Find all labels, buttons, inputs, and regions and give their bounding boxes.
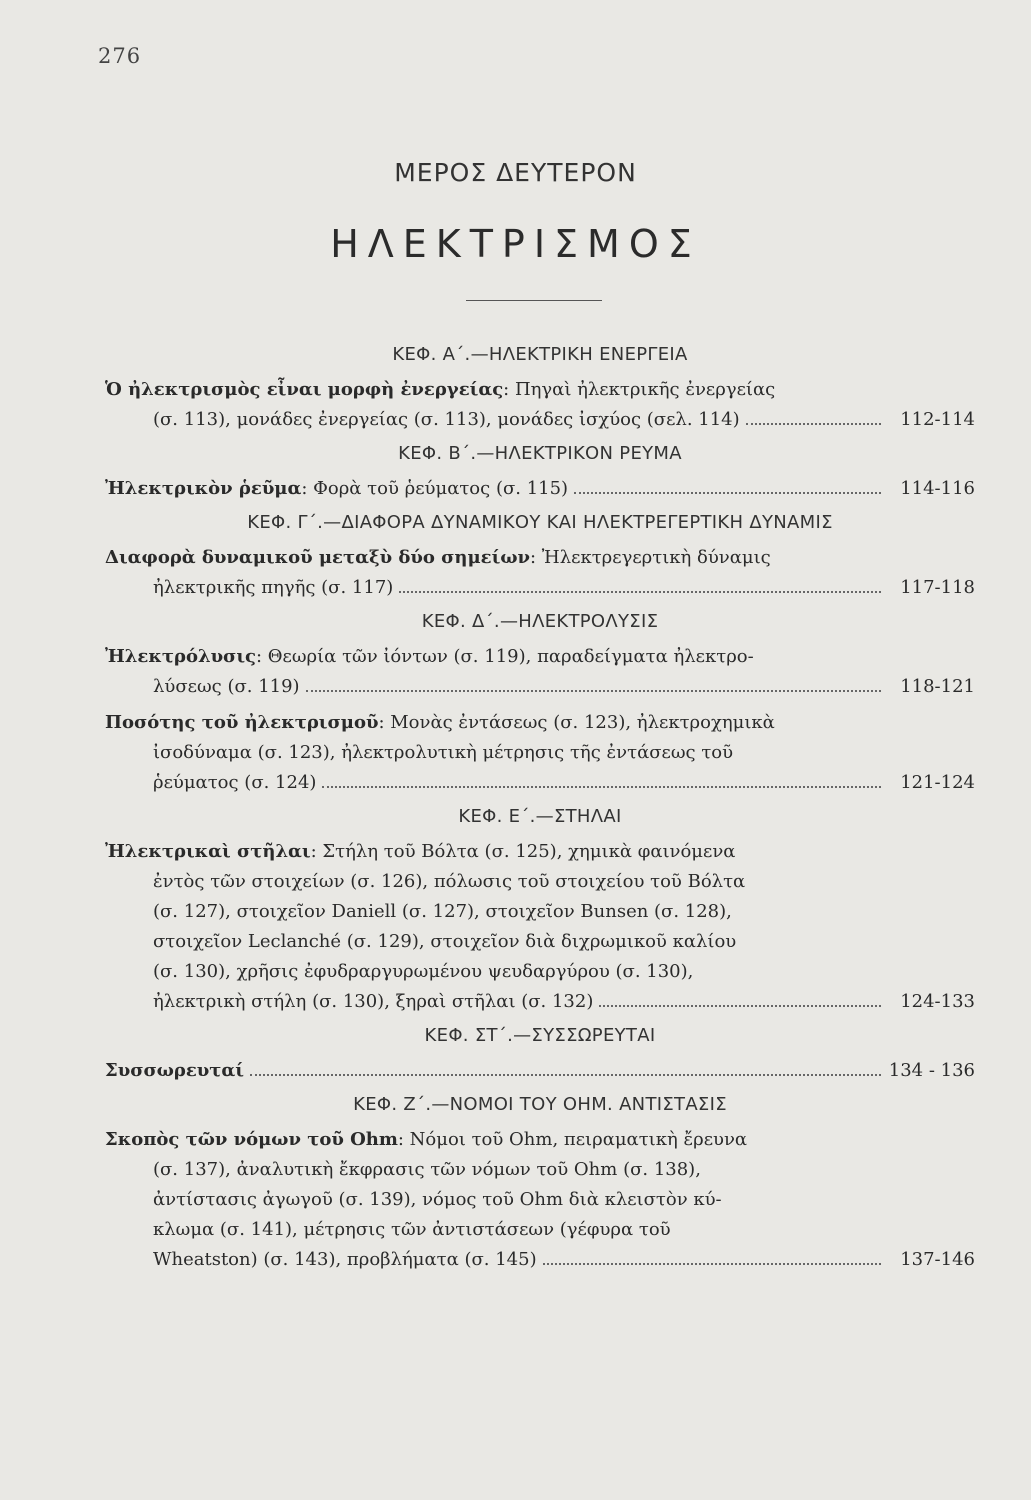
entry-text: ἰσοδύναμα (σ. 123), ἠλεκτρολυτικὴ μέτρησις τῆς ἐντάσεως τοῦ — [153, 742, 734, 763]
chapter-heading: ΚΕΦ. Ζ΄.—ΝΟΜΟΙ ΤΟΥ ΟΗΜ. ΑΝΤΙΣΤΑΣΙΣ — [353, 1094, 727, 1115]
entry-text: : Θεωρία τῶν ἰόντων (σ. 119), παραδείγματα ἠλεκτρο- — [256, 646, 754, 667]
entry-text: : Νόμοι τοῦ Ohm, πειραματικὴ ἔρευνα — [397, 1129, 748, 1150]
entry-title: Ἠλεκτρικὸν ῥεῦμα — [105, 478, 302, 499]
page-range: 134 - 136 — [888, 1060, 975, 1081]
chapter-heading: ΚΕΦ. Β΄.—ΗΛΕΚΤΡΙΚΟΝ ΡΕΥΜΑ — [398, 443, 682, 464]
entry-text: (σ. 130), χρῆσις ἐφυδραργυρωμένου ψευδαργύρου (σ. 130), — [153, 961, 694, 982]
entry-text: λύσεως (σ. 119) — [153, 676, 300, 697]
page-range: 118-121 — [900, 676, 975, 697]
toc-entry — [105, 543, 975, 603]
toc-entry — [105, 474, 975, 504]
title-divider — [466, 300, 602, 301]
entry-text: ῥεύματος (σ. 124) — [153, 772, 317, 793]
entry-line — [105, 1245, 975, 1275]
entry-line — [105, 1125, 975, 1155]
dot-leader — [306, 690, 881, 692]
dot-leader — [543, 1263, 881, 1265]
entry-text: (σ. 127), στοιχεῖον Daniell (σ. 127), στοιχεῖον Bunsen (σ. 128), — [153, 901, 732, 922]
entry-title: Σκοπὸς τῶν νόμων τοῦ Ohm — [105, 1129, 398, 1150]
entry-text: (σ. 113), μονάδες ἐνεργείας (σ. 113), μονάδες ἰσχύος (σελ. 114) — [153, 409, 740, 430]
entry-text: ἀντίστασις ἀγωγοῦ (σ. 139), νόμος τοῦ Ohm διὰ κλειστὸν κύ- — [153, 1189, 722, 1210]
entry-line — [105, 1185, 975, 1215]
entry-line — [105, 927, 975, 957]
entry-text: κλωμα (σ. 141), μέτρησις τῶν ἀντιστάσεων (γέφυρα τοῦ — [153, 1219, 671, 1240]
entry-line — [105, 474, 975, 504]
dot-leader — [599, 1005, 881, 1007]
entry-line — [105, 543, 975, 573]
chapter-heading: ΚΕΦ. Δ΄.—ΗΛΕΚΤΡΟΛΥΣΙΣ — [421, 611, 659, 632]
entry-line — [105, 642, 975, 672]
page-range: 124-133 — [900, 991, 975, 1012]
entry-line — [105, 1155, 975, 1185]
page-range: 112-114 — [900, 409, 975, 430]
toc-entry — [105, 837, 975, 1017]
entry-line — [105, 375, 975, 405]
entry-text: ἠλεκτρικὴ στήλη (σ. 130), ξηραὶ στῆλαι (σ. 132) — [153, 991, 594, 1012]
toc-entry — [105, 642, 975, 702]
entry-title: Ἠλεκτρόλυσις — [105, 646, 256, 667]
chapter-heading: ΚΕΦ. Ε΄.—ΣΤΗΛΑΙ — [458, 806, 622, 827]
entry-line — [105, 573, 975, 603]
chapter-heading: ΚΕΦ. Α΄.—ΗΛΕΚΤΡΙΚΗ ΕΝΕΡΓΕΙΑ — [392, 344, 688, 365]
page-range: 117-118 — [900, 577, 975, 598]
entry-line — [105, 708, 975, 738]
entry-title: Ποσότης τοῦ ἠλεκτρισμοῦ — [105, 712, 379, 733]
chapter-heading: ΚΕΦ. Γ΄.—ΔΙΑΦΟΡΑ ΔΥΝΑΜΙΚΟΥ ΚΑΙ ΗΛΕΚΤΡΕΓΕΡΤΙΚΗ ΔΥΝΑΜΙΣ — [247, 512, 833, 533]
dot-leader — [746, 423, 881, 425]
entry-title: Συσσωρευταί — [105, 1060, 244, 1081]
entry-line — [105, 897, 975, 927]
entry-line — [105, 957, 975, 987]
toc-entry — [105, 708, 975, 798]
entry-text: ἠλεκτρικῆς πηγῆς (σ. 117) — [153, 577, 394, 598]
entry-text: ἐντὸς τῶν στοιχείων (σ. 126), πόλωσις τοῦ στοιχείου τοῦ Βόλτα — [153, 871, 746, 892]
entry-line — [105, 987, 975, 1017]
dot-leader — [574, 492, 881, 494]
page-range: 137-146 — [900, 1249, 975, 1270]
entry-title: Ἠλεκτρικαὶ στῆλαι — [105, 841, 311, 862]
toc-entry — [105, 1125, 975, 1275]
main-title: ΗΛΕΚΤΡΙΣΜΟΣ — [330, 222, 701, 266]
chapter-heading: ΚΕΦ. ΣΤ΄.—ΣΥΣΣΩΡΕΥΤΑΙ — [424, 1025, 656, 1046]
entry-text: : Πηγαὶ ἠλεκτρικῆς ἐνεργείας — [503, 379, 776, 400]
entry-line — [105, 867, 975, 897]
toc-entry — [105, 1056, 975, 1086]
entry-line — [105, 837, 975, 867]
page-range: 121-124 — [900, 772, 975, 793]
entry-text: : Φορὰ τοῦ ῥεύματος (σ. 115) — [301, 478, 569, 499]
entry-line — [105, 738, 975, 768]
entry-line — [105, 672, 975, 702]
entry-text: (σ. 137), ἀναλυτικὴ ἔκφρασις τῶν νόμων τοῦ Ohm (σ. 138), — [153, 1159, 701, 1180]
entry-text: : Ἠλεκτρεγερτικὴ δύναμις — [529, 547, 771, 568]
page-number: 276 — [98, 44, 142, 68]
entry-line — [105, 1215, 975, 1245]
entry-line — [105, 768, 975, 798]
table-of-contents — [105, 336, 975, 1281]
entry-text: : Μονὰς ἐντάσεως (σ. 123), ἠλεκτροχημικὰ — [378, 712, 775, 733]
dot-leader — [399, 591, 881, 593]
entry-text: στοιχεῖον Leclanché (σ. 129), στοιχεῖον διὰ διχρωμικοῦ καλίου — [153, 931, 737, 952]
part-title: ΜΕΡΟΣ ΔΕΥΤΕΡΟΝ — [394, 158, 637, 187]
entry-line — [105, 405, 975, 435]
page-range: 114-116 — [900, 478, 975, 499]
toc-entry — [105, 375, 975, 435]
dot-leader — [322, 786, 881, 788]
entry-title: Διαφορὰ δυναμικοῦ μεταξὺ δύο σημείων — [105, 547, 530, 568]
entry-line — [105, 1056, 975, 1086]
entry-title: Ὁ ἠλεκτρισμὸς εἶναι μορφὴ ἐνεργείας — [105, 379, 504, 400]
dot-leader — [250, 1074, 881, 1076]
entry-text: : Στήλη τοῦ Βόλτα (σ. 125), χημικὰ φαινόμενα — [310, 841, 736, 862]
entry-text: Wheatston) (σ. 143), προβλήματα (σ. 145) — [153, 1249, 537, 1270]
